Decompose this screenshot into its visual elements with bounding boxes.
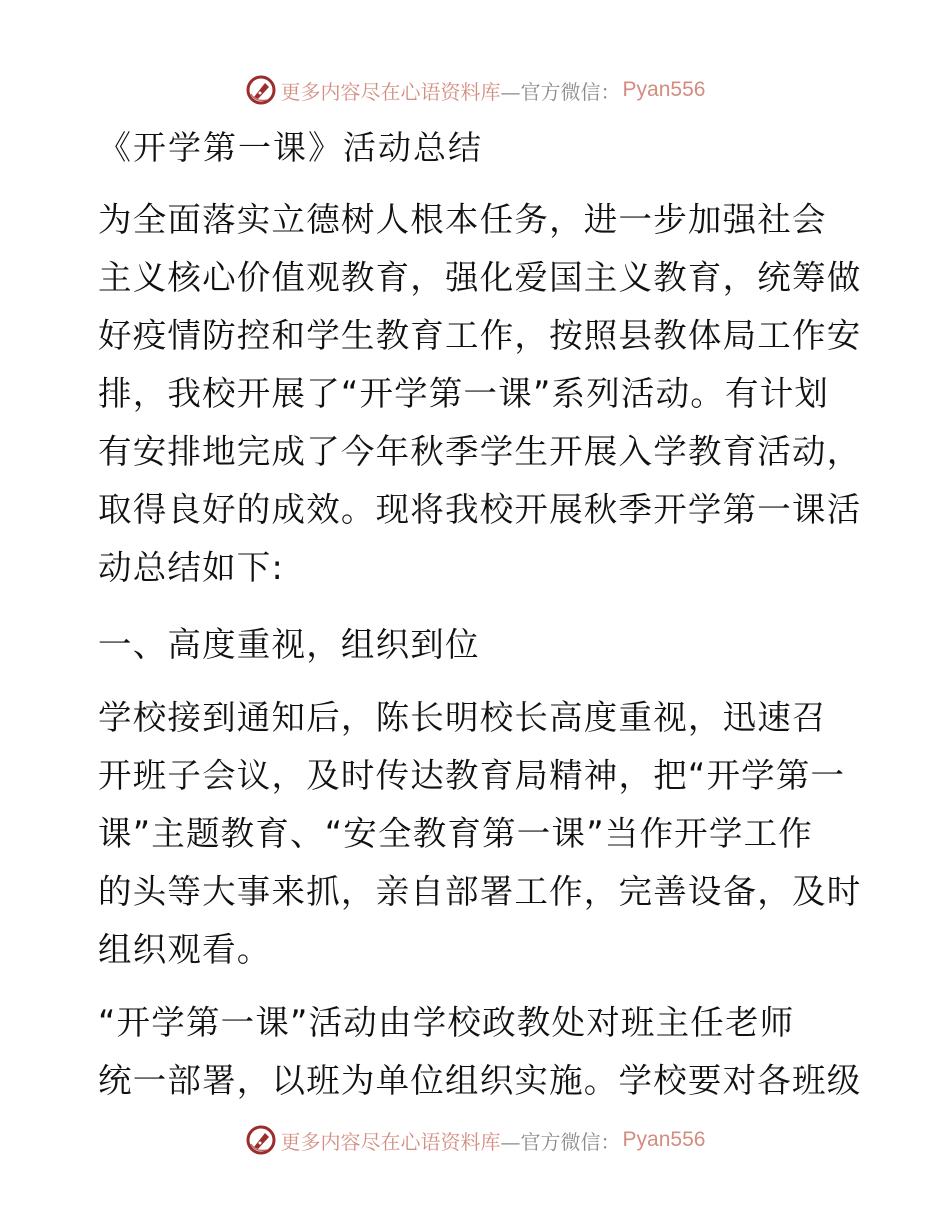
text-line: 开班子会议，及时传达教育局精神，把“开学第一: [98, 756, 846, 795]
text-line: 为全面落实立德树人根本任务，进一步加强社会: [98, 200, 827, 239]
text-line: 的头等大事来抓，亲自部署工作，完善设备，及时: [98, 872, 862, 911]
section-heading: [98, 616, 858, 674]
header-watermark: [0, 70, 950, 110]
section-heading-text: 一、高度重视，组织到位: [98, 625, 480, 664]
watermark-site-text: 更多内容尽在心语资料库: [280, 1129, 501, 1154]
text-line: 排，我校开展了“开学第一课”系列活动。有计划: [98, 374, 830, 413]
text-line: “开学第一课”活动由学校政教处对班主任老师: [98, 1003, 795, 1042]
footer-watermark: [0, 1120, 950, 1160]
watermark-wechat-label: —官方微信：: [500, 79, 621, 104]
text-line: 主义核心价值观教育，强化爱国主义教育，统筹做: [98, 258, 862, 297]
text-line: 课”主题教育、“安全教育第一课”当作开学工作: [98, 814, 813, 853]
watermark-wechat-label: —官方微信：: [500, 1129, 621, 1154]
text-line: 好疫情防控和学生教育工作，按照县教体局工作安: [98, 316, 862, 355]
watermark-wechat-id: Pyan556: [622, 78, 706, 101]
text-line: 动总结如下:: [98, 548, 284, 587]
document-title: 《开学第一课》活动总结: [98, 128, 483, 167]
text-line: 组织观看。: [98, 930, 272, 969]
text-line: 取得良好的成效。现将我校开展秋季开学第一课活: [98, 490, 862, 529]
paragraph-leadership: [98, 689, 862, 979]
paragraph-intro: [98, 191, 862, 597]
text-line: 统一部署，以班为单位组织实施。学校要对各班级: [98, 1061, 862, 1100]
text-line: 学校接到通知后，陈长明校长高度重视，迅速召: [98, 698, 827, 737]
watermark-wechat-id: Pyan556: [622, 1128, 706, 1151]
paragraph-organization: [98, 994, 862, 1110]
pen-nib-logo-icon: [245, 1124, 277, 1156]
watermark-site-text: 更多内容尽在心语资料库: [280, 79, 501, 104]
pen-nib-logo-icon: [245, 74, 277, 106]
text-line: 有安排地完成了今年秋季学生开展入学教育活动，: [98, 432, 862, 471]
